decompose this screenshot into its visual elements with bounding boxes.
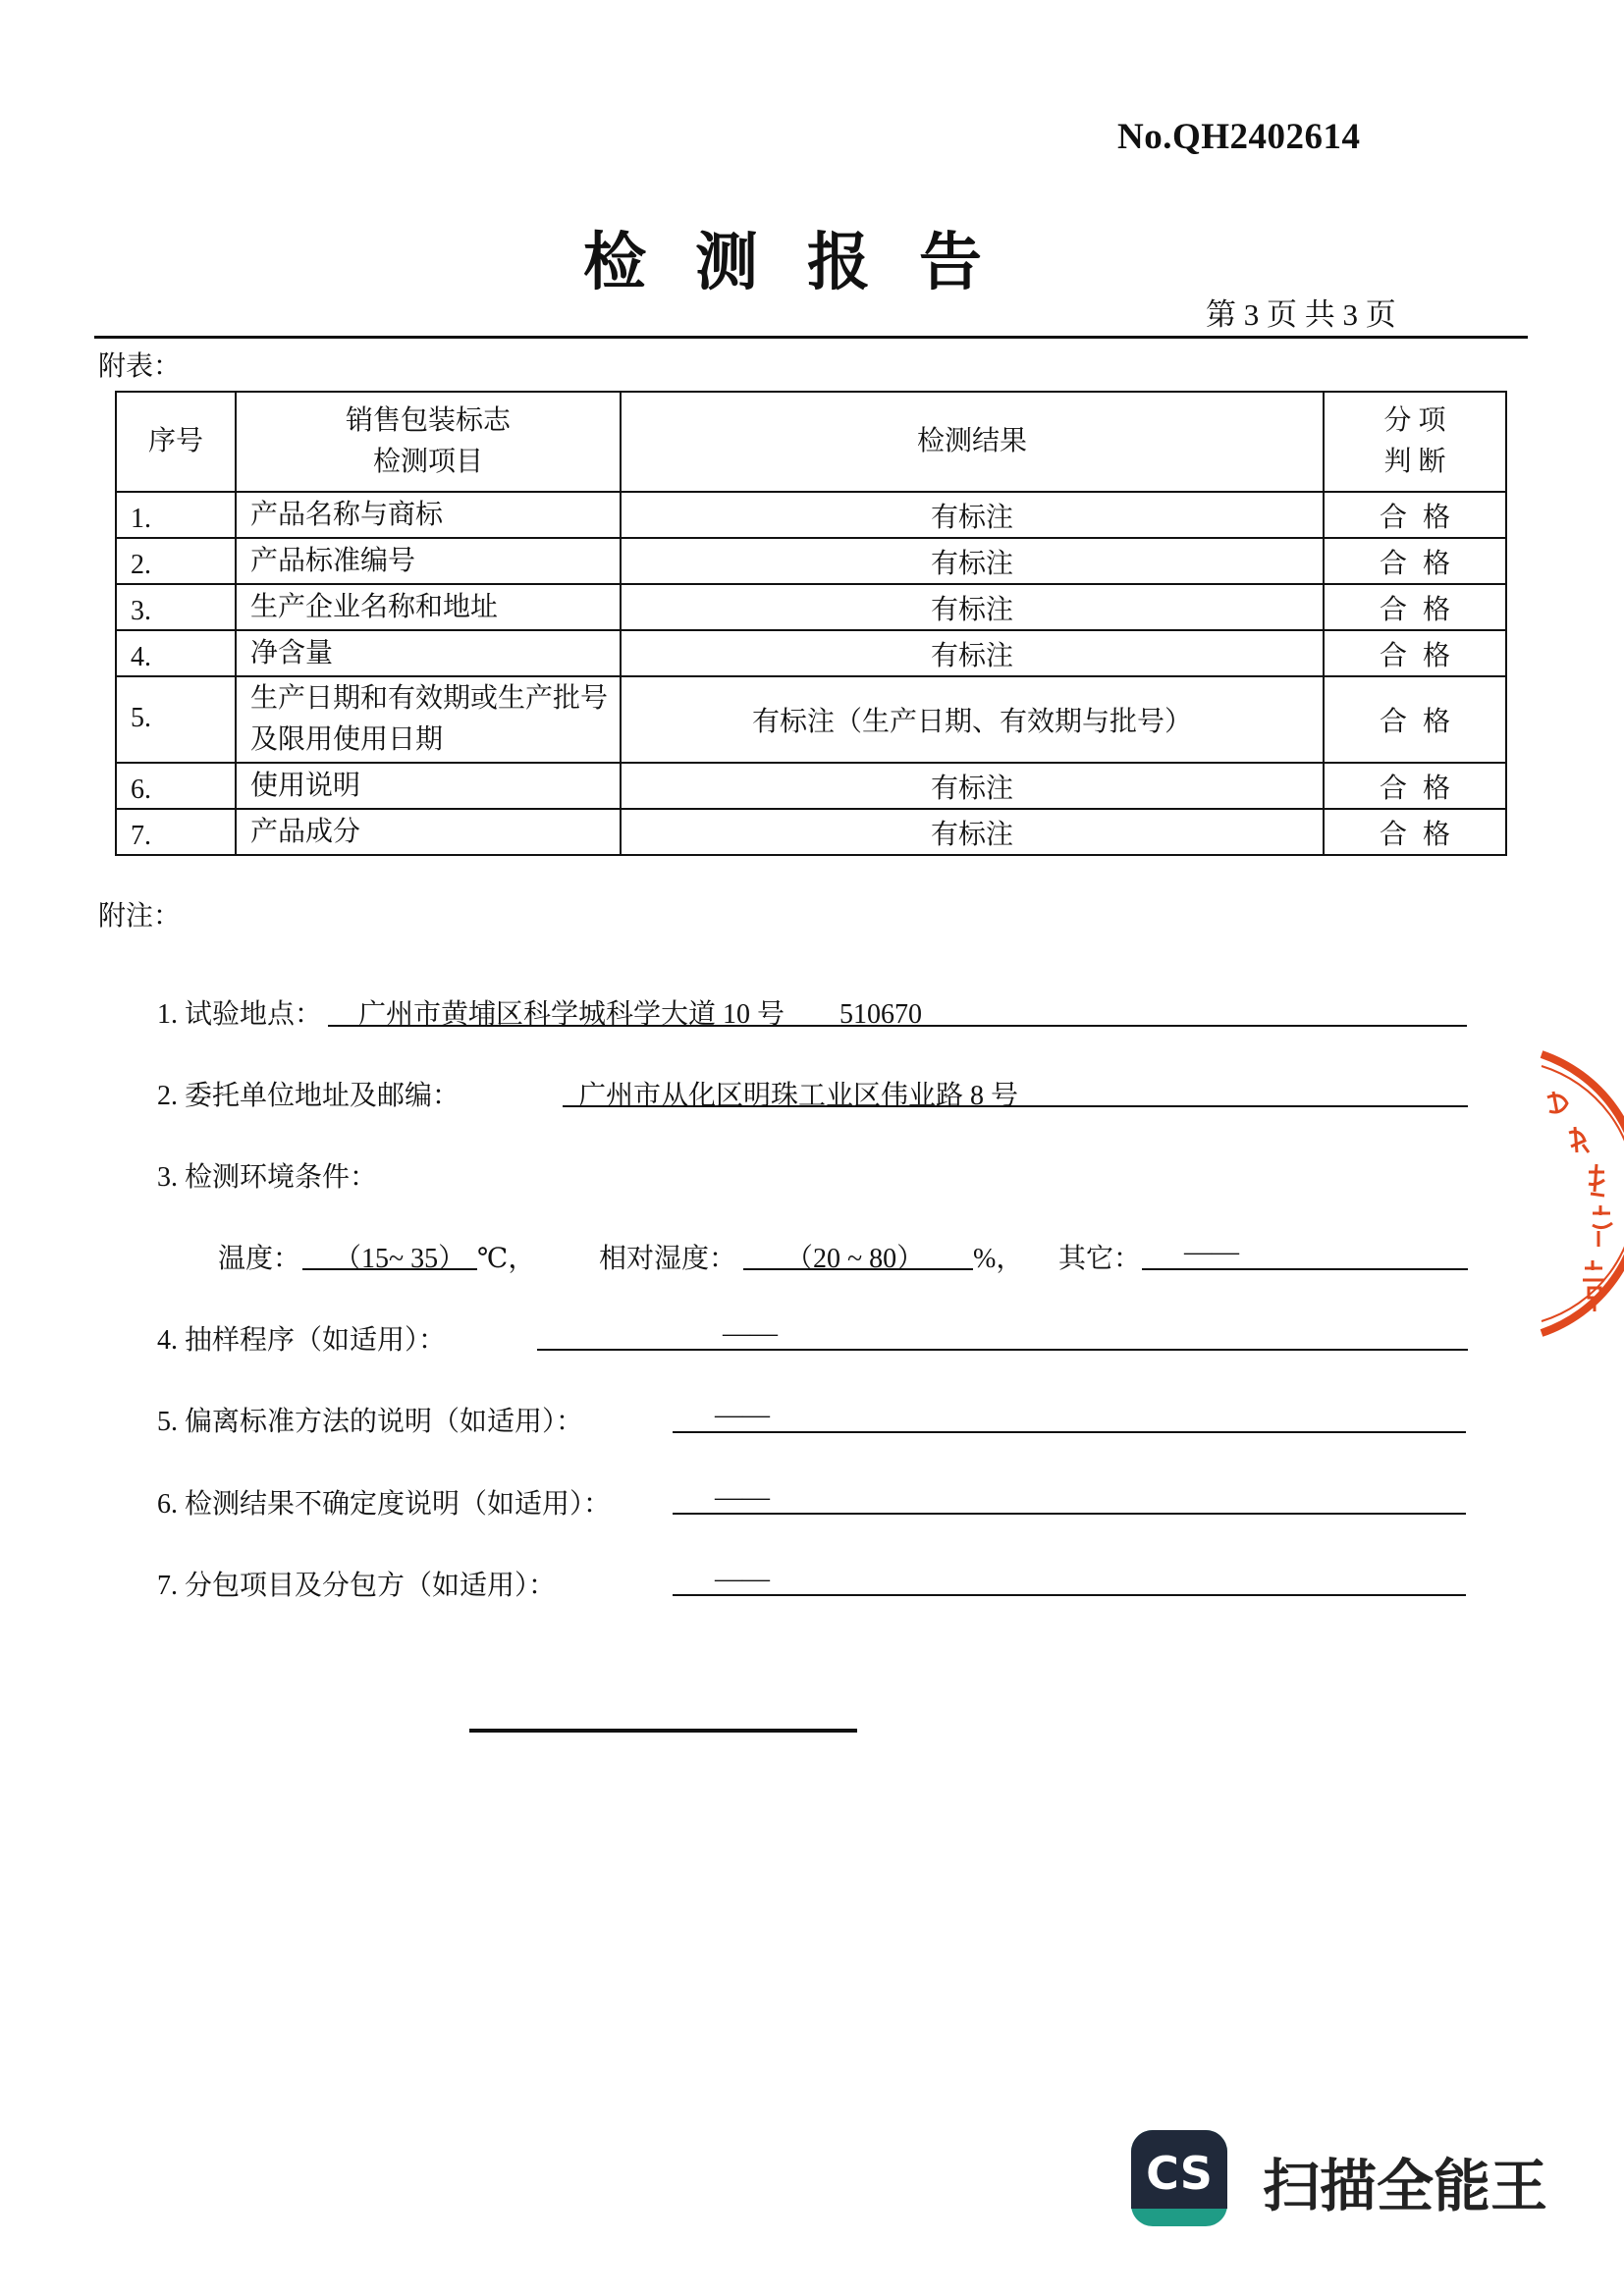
row-result: 有标注: [621, 538, 1324, 584]
notes-label: 附注：: [98, 901, 182, 932]
temperature-unit: ℃，: [477, 1244, 536, 1274]
row-verdict: 合格: [1324, 538, 1506, 584]
note-deviation-underline: [673, 1431, 1466, 1433]
note-subcontract-underline: [673, 1594, 1466, 1596]
camscanner-badge-text: CS: [1146, 2147, 1213, 2200]
table-row: [116, 584, 1506, 630]
table-row: [116, 809, 1506, 855]
end-of-report-rule: [469, 1729, 857, 1733]
humidity-unit: %，: [973, 1244, 1024, 1274]
seal-graphic: [1540, 1046, 1624, 1341]
row-item: 使用说明: [236, 763, 621, 809]
row-number: 5.: [116, 676, 236, 763]
row-item: 生产企业名称和地址: [236, 584, 621, 630]
table-row: [116, 763, 1506, 809]
row-result: 有标注: [621, 809, 1324, 855]
row-number: 3.: [116, 584, 236, 630]
official-seal: [1540, 1046, 1624, 1341]
table-row: [116, 676, 1506, 763]
note-client-address-value: 广州市从化区明珠工业区伟业路 8 号: [578, 1081, 1019, 1111]
note-client-address-label: 2. 委托单位地址及邮编：: [157, 1081, 460, 1111]
header-verdict-line1: 分 项: [1383, 405, 1446, 436]
note-test-location-value: 广州市黄埔区科学城科学大道 10 号 510670: [358, 999, 923, 1030]
note-uncertainty-underline: [673, 1513, 1466, 1515]
note-deviation-label: 5. 偏离标准方法的说明（如适用）：: [157, 1407, 584, 1437]
table-header-row: [116, 392, 1506, 492]
row-result: 有标注: [621, 584, 1324, 630]
temperature-value: （15~ 35）: [334, 1244, 466, 1274]
note-deviation-value: ——: [715, 1400, 770, 1430]
row-number: 2.: [116, 538, 236, 584]
header-verdict-line2: 判 断: [1383, 447, 1446, 477]
other-condition-label: 其它：: [1058, 1244, 1142, 1274]
row-item: 产品成分: [236, 809, 621, 855]
humidity-label: 相对湿度：: [599, 1244, 737, 1274]
note-subcontract-label: 7. 分包项目及分包方（如适用）：: [157, 1571, 557, 1601]
row-number: 7.: [116, 809, 236, 855]
temperature-label: 温度：: [218, 1244, 301, 1274]
other-condition-value: ——: [1184, 1237, 1239, 1267]
row-number: 4.: [116, 630, 236, 676]
camscanner-logo-icon: [1129, 2128, 1229, 2228]
note-test-location-label: 1. 试验地点：: [157, 999, 323, 1030]
report-number: No.QH2402614: [1117, 117, 1361, 157]
row-result: 有标注（生产日期、有效期与批号）: [621, 676, 1324, 763]
page-indicator: 第 3 页 共 3 页: [1206, 297, 1396, 332]
appendix-label: 附表：: [98, 351, 182, 382]
seal-lettering: [1547, 1092, 1612, 1311]
header-item-line1: 销售包装标志: [345, 405, 511, 436]
row-verdict: 合格: [1324, 763, 1506, 809]
table-row: [116, 492, 1506, 538]
camscanner-watermark-text: 扫描全能王: [1263, 2153, 1548, 2219]
note-uncertainty-value: ——: [715, 1482, 770, 1513]
page-title: 检测报告: [583, 227, 1031, 299]
row-item: 产品名称与商标: [236, 492, 621, 538]
row-verdict: 合格: [1324, 630, 1506, 676]
row-result: 有标注: [621, 630, 1324, 676]
note-environment-label: 3. 检测环境条件：: [157, 1162, 378, 1193]
note-sampling-value: ——: [723, 1318, 778, 1349]
row-verdict: 合格: [1324, 492, 1506, 538]
row-verdict: 合格: [1324, 584, 1506, 630]
row-item: 净含量: [236, 630, 621, 676]
note-sampling-underline: [537, 1349, 1468, 1351]
row-item: 生产日期和有效期或生产批号及限用使用日期: [236, 676, 621, 763]
row-result: 有标注: [621, 492, 1324, 538]
row-verdict: 合格: [1324, 676, 1506, 763]
table-row: [116, 630, 1506, 676]
row-item: 产品标准编号: [236, 538, 621, 584]
inspection-table: [115, 391, 1507, 856]
row-result: 有标注: [621, 763, 1324, 809]
header-item-line2: 检测项目: [372, 447, 483, 477]
humidity-value: （20 ~ 80）: [785, 1244, 925, 1274]
note-subcontract-value: ——: [715, 1564, 770, 1594]
header-verdict: [1324, 392, 1506, 492]
row-verdict: 合格: [1324, 809, 1506, 855]
row-number: 1.: [116, 492, 236, 538]
header-divider: [94, 336, 1528, 339]
header-result: 检测结果: [621, 392, 1324, 492]
header-item: [236, 392, 621, 492]
header-no: 序号: [116, 392, 236, 492]
note-uncertainty-label: 6. 检测结果不确定度说明（如适用）：: [157, 1489, 612, 1520]
row-number: 6.: [116, 763, 236, 809]
table-row: [116, 538, 1506, 584]
other-condition-underline: [1142, 1268, 1468, 1270]
note-sampling-label: 4. 抽样程序（如适用）：: [157, 1325, 447, 1356]
